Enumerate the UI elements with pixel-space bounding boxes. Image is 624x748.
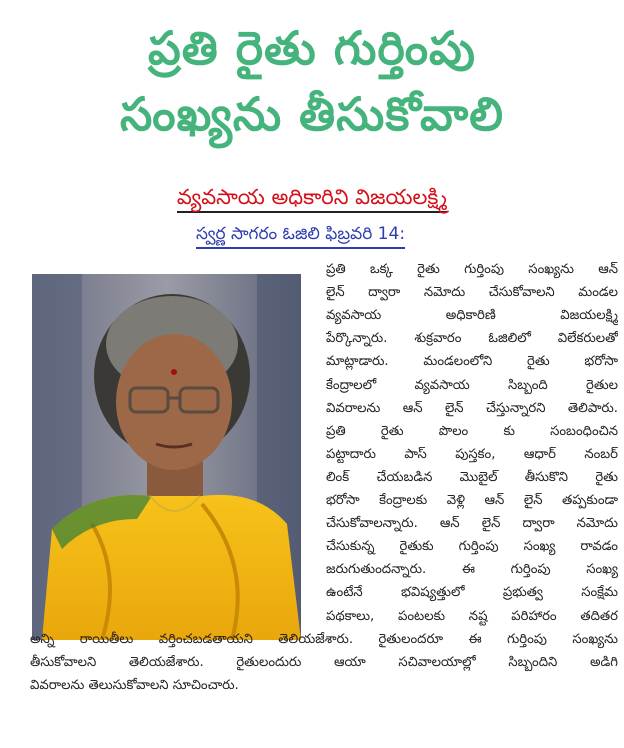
article-body-line: పట్టాదారు పాస్ పుస్తకం, ఆధార్ నంబర్ xyxy=(326,446,618,462)
article-body-line: కేంద్రాలలో వ్యవసాయ సిబ్బంది రైతుల xyxy=(326,377,618,393)
portrait-photo xyxy=(32,274,301,640)
article-body-line: చేసుకోవాలన్నారు. ఆన్ లైన్ ద్వారా నమోదు xyxy=(326,516,618,532)
subheadline xyxy=(0,183,624,211)
article-body-line: ప్రతి ఒక్క రైతు గుర్తింపు సంఖ్యను ఆన్ xyxy=(326,262,618,277)
article-body-line: లైన్ ద్వారా నమోదు చేసుకోవాలని మండల xyxy=(326,285,618,301)
article-body-line: ప్రతి రైతు పొలం కు సంబంధించిన xyxy=(326,423,618,439)
article-body-line: ఉంటేనే భవిష్యత్తులో ప్రభుత్వ సంక్షేమ xyxy=(326,585,618,601)
article-body-line: పథకాలు, పంటలకు నష్ట పరిహారం తదితర xyxy=(326,608,618,624)
dateline: స్వర్ణ సాగరం ఓజిలి ఫిబ్రవరి 14: xyxy=(196,222,405,249)
article-body-line: వివరాలను ఆన్ లైన్ చేస్తున్నారని తెలిపారు. xyxy=(326,400,618,416)
subheadline-text: వ్యవసాయ అధికారిని విజయలక్ష్మి xyxy=(177,185,447,213)
article-body-line: భరోసా కేంద్రాలకు వెళ్లి ఆన్ లైన్ తప్పకుండా xyxy=(326,493,618,508)
article-body-line: చేసుకున్న రైతుకు గుర్తింపు సంఖ్య రావడం xyxy=(326,539,618,555)
article-body-line: వ్యవసాయ అధికారిణి విజయలక్ష్మి xyxy=(326,308,618,324)
article-body-line: అన్ని రాయితీలు వర్తించబడతాయని తెలియజేశారు. రైతులందరూ ఈ గుర్తింపు సంఖ్యను xyxy=(30,631,618,647)
article-body-line: పేర్కొన్నారు. శుక్రవారం ఓజిలిలో విలేకరులతో xyxy=(326,331,618,347)
article-body-line: తీసుకోవాలని తెలియజేశారు. రైతులందురు ఆయా సచివాలయాల్లో సిబ్బందిని అడిగి xyxy=(30,654,618,670)
portrait-photo-icon xyxy=(32,274,301,640)
article-body-line: మాట్లాడారు. మండలంలోని రైతు భరోసా xyxy=(326,354,618,370)
article-body-line: వివరాలను తెలుసుకోవాలని సూచించారు. xyxy=(30,677,239,693)
article-body-line: లింక్ చేయబడిన మొబైల్ తీసుకొని రైతు xyxy=(326,469,618,485)
article-body-line: జరుగుతుందన్నారు. ఈ గుర్తింపు సంఖ్య xyxy=(326,562,618,578)
headline-line-2: సంఖ్యను తీసుకోవాలి xyxy=(120,87,504,141)
headline-line-1: ప్రతి రైతు గుర్తింపు xyxy=(148,21,476,75)
